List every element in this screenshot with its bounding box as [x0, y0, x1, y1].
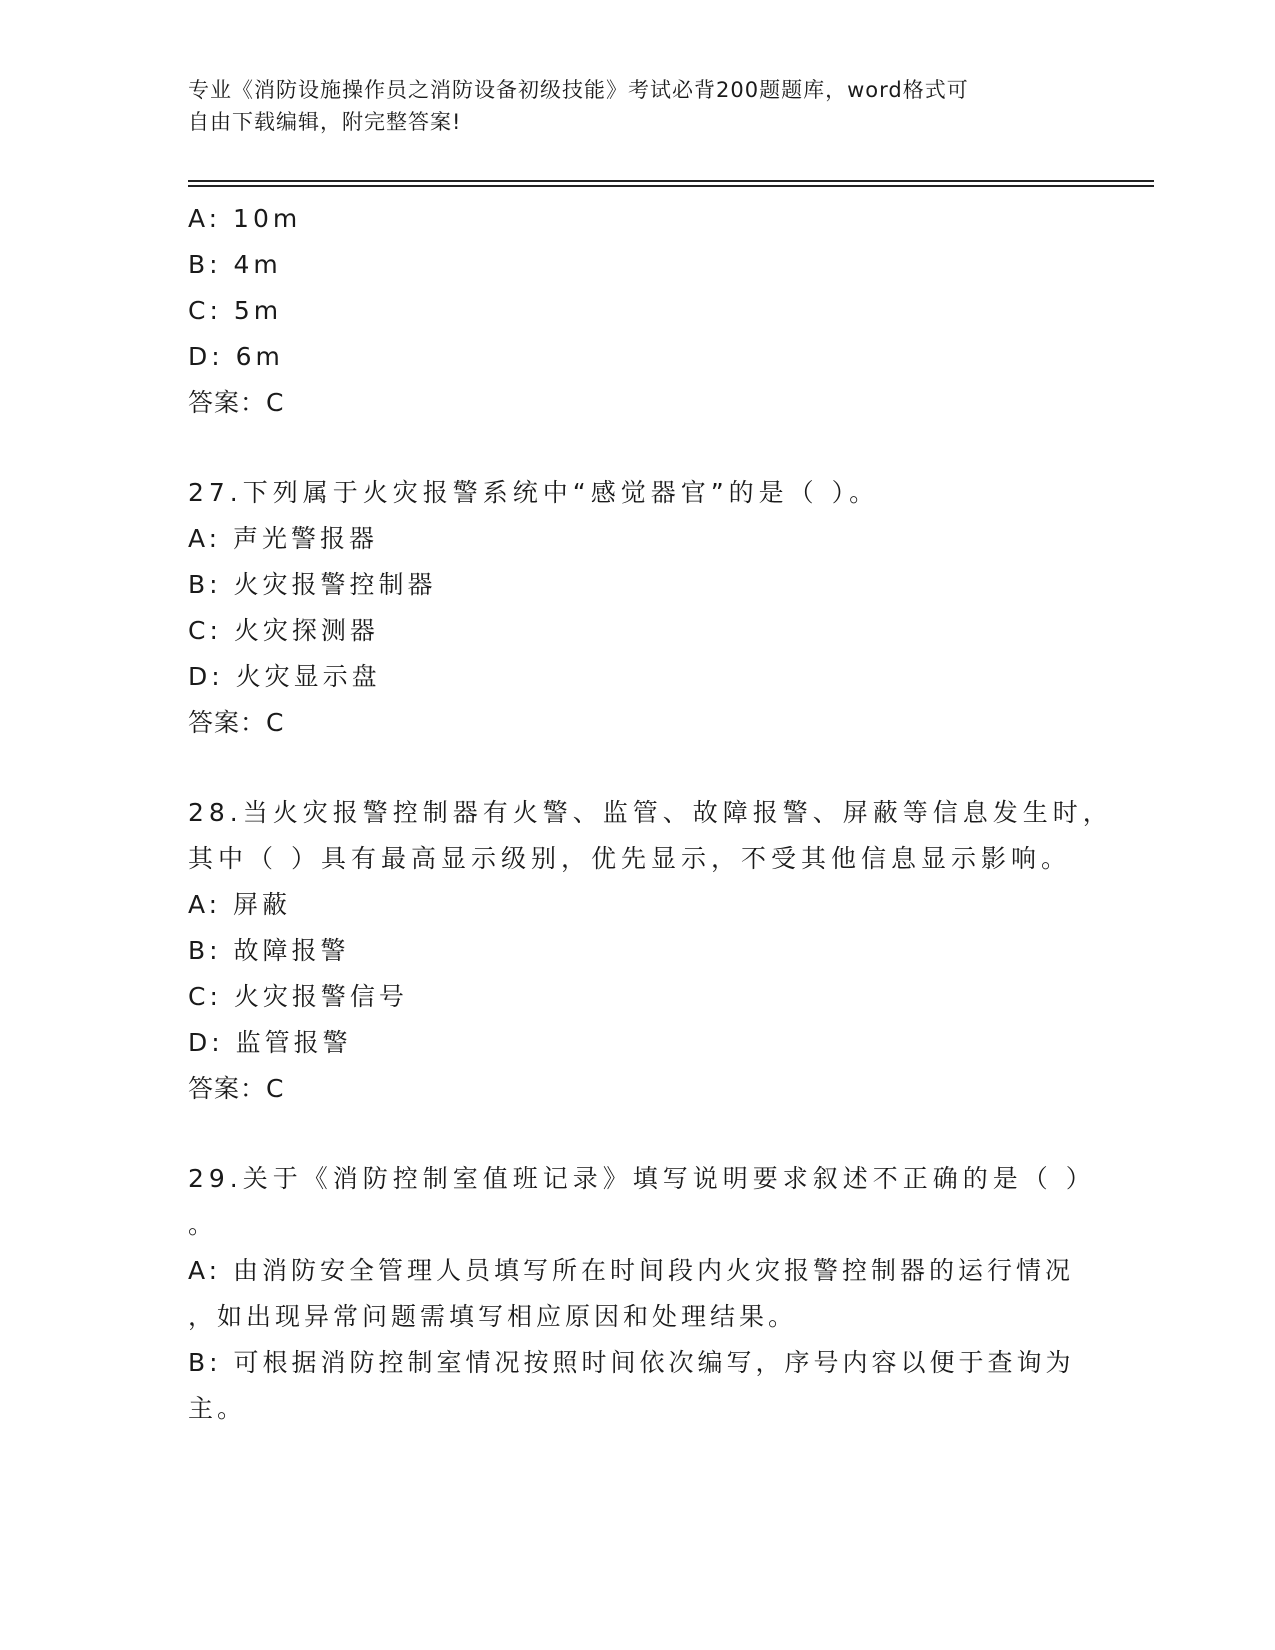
- option-a: A: 屏蔽: [188, 890, 292, 919]
- option-b: B: 4m: [188, 250, 282, 279]
- option-b: B: 火灾报警控制器: [188, 570, 437, 599]
- option-b-line-2: 主。: [188, 1394, 247, 1423]
- question-stem-line-1: 29.关于《消防控制室值班记录》填写说明要求叙述不正确的是（ ）: [188, 1164, 1096, 1193]
- answer: 答案：C: [188, 1074, 285, 1103]
- option-d: D: 火灾显示盘: [188, 662, 381, 691]
- answer: 答案：C: [188, 388, 285, 417]
- question-26-options: [188, 196, 1078, 426]
- option-d: D: 监管报警: [188, 1028, 352, 1057]
- option-c: C: 5m: [188, 296, 283, 325]
- option-d: D: 6m: [188, 342, 284, 371]
- option-a-line-1: A: 由消防安全管理人员填写所在时间段内火灾报警控制器的运行情况: [188, 1256, 1075, 1285]
- question-stem: 27.下列属于火灾报警系统中“感觉器官”的是（ ）。: [188, 478, 880, 507]
- spacer: [188, 746, 1078, 790]
- question-29: [188, 1156, 1096, 1432]
- header-line-2: 自由下载编辑，附完整答案!: [188, 110, 462, 134]
- header-divider-top: [188, 180, 1154, 182]
- question-stem-line-2: 其中（ ）具有最高显示级别，优先显示，不受其他信息显示影响。: [188, 844, 1071, 873]
- document-header: [188, 74, 1088, 138]
- question-stem-line-2: 。: [188, 1210, 218, 1239]
- option-a: A: 声光警报器: [188, 524, 379, 553]
- option-b: B: 故障报警: [188, 936, 350, 965]
- option-b-line-1: B: 可根据消防控制室情况按照时间依次编写，序号内容以便于查询为: [188, 1348, 1075, 1377]
- option-c: C: 火灾报警信号: [188, 982, 408, 1011]
- spacer: [188, 1112, 1078, 1156]
- header-line-1: 专业《消防设施操作员之消防设备初级技能》考试必背200题题库，word格式可: [188, 78, 969, 102]
- header-divider-bottom: [188, 185, 1154, 187]
- document-body: [188, 196, 1113, 1432]
- spacer: [188, 426, 1078, 470]
- answer: 答案：C: [188, 708, 285, 737]
- option-a-line-2: ，如出现异常问题需填写相应原因和处理结果。: [188, 1302, 798, 1331]
- option-a: A: 10m: [188, 204, 302, 233]
- question-stem-line-1: 28.当火灾报警控制器有火警、监管、故障报警、屏蔽等信息发生时，: [188, 798, 1113, 827]
- question-27: [188, 470, 1078, 746]
- option-c: C: 火灾探测器: [188, 616, 379, 645]
- question-28: [188, 790, 1113, 1112]
